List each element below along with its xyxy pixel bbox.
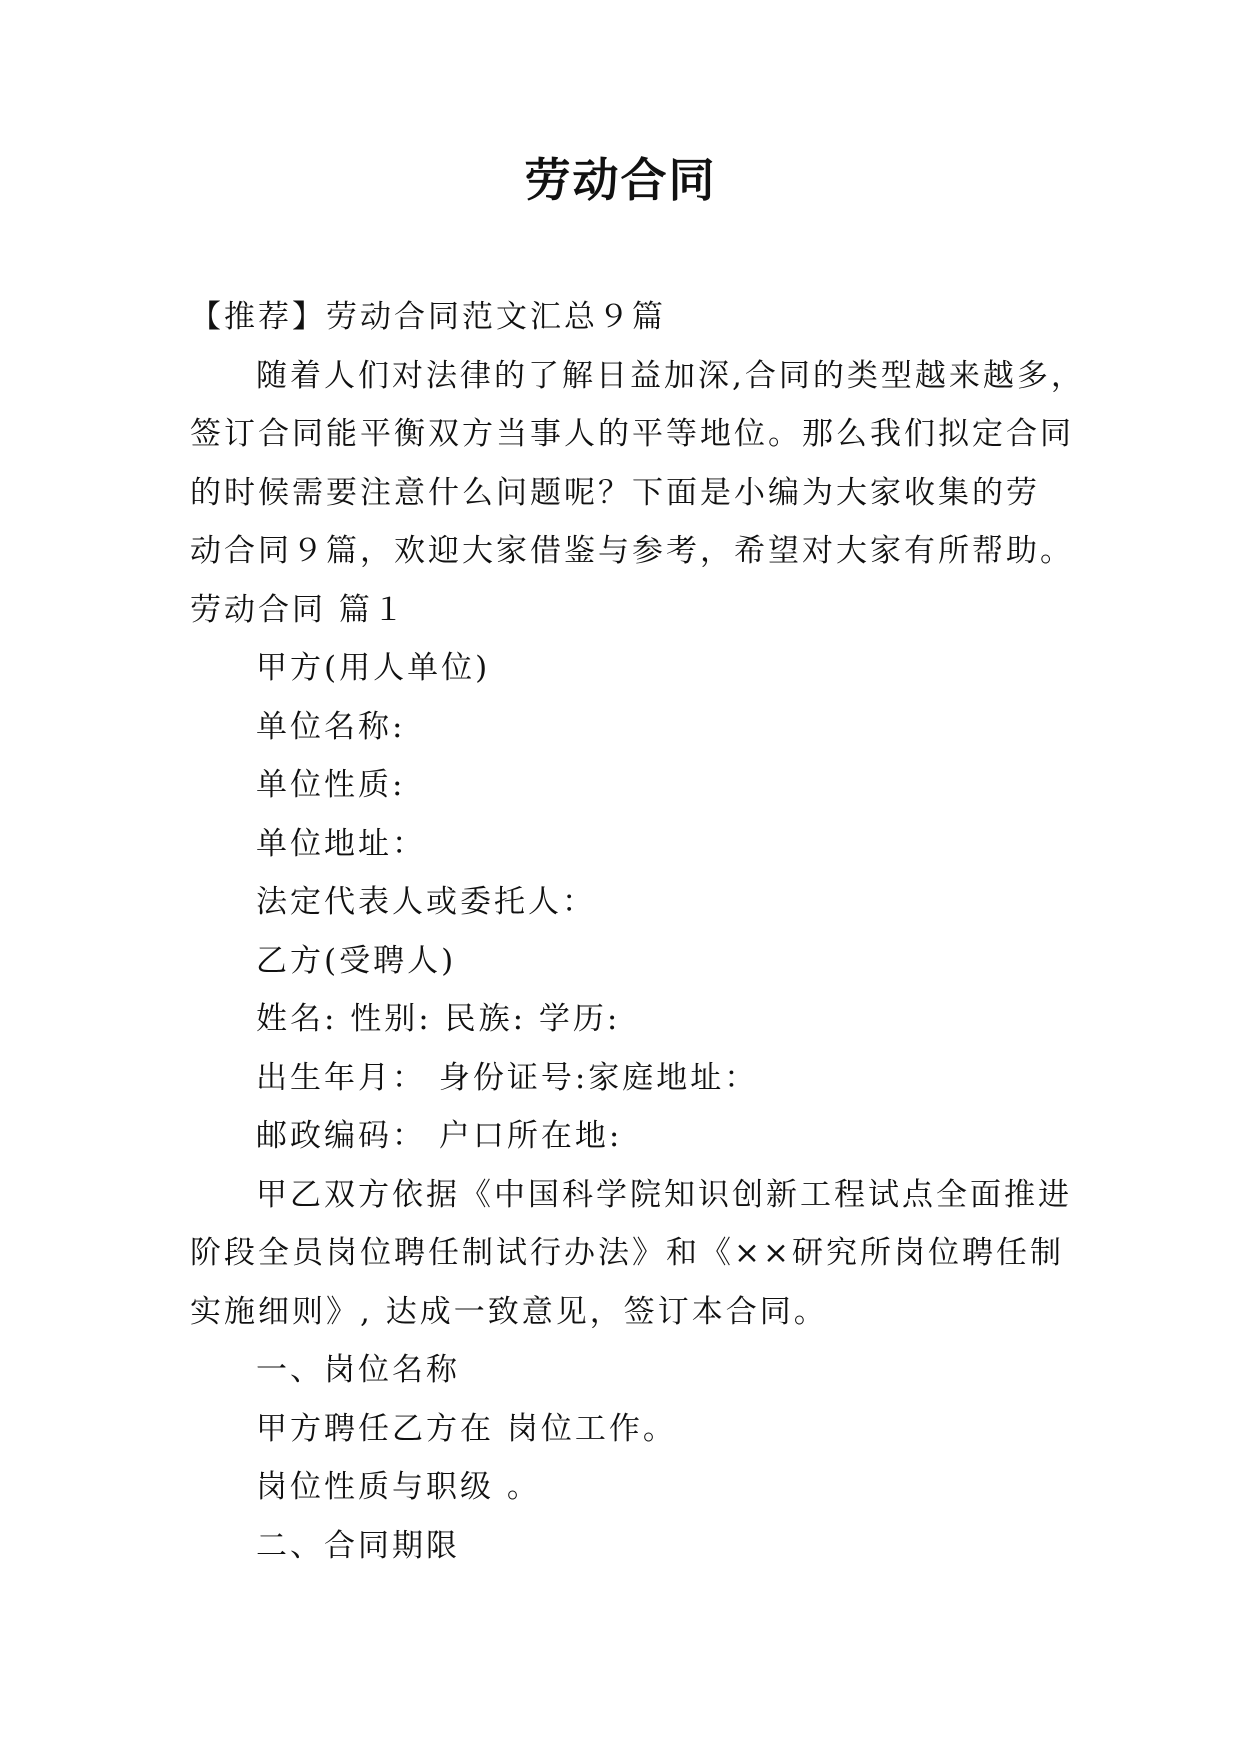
clause-text: 甲方聘任乙方在 岗位工作。: [256, 1410, 677, 1447]
clause-heading: 一、岗位名称: [256, 1352, 460, 1388]
birth-id-address-fields: 出生年月： 身份证号:家庭地址：: [256, 1059, 759, 1096]
unit-nature-field: 单位性质:: [256, 767, 406, 803]
paragraph-line: 动合同９篇，欢迎大家借鉴与参考，希望对大家有所帮助。: [190, 533, 1074, 569]
intro-heading: 【推荐】劳动合同范文汇总９篇: [190, 299, 666, 335]
document-body: [190, 288, 1085, 1575]
personal-info-fields: 姓名: 性别: 民族: 学历:: [256, 1001, 621, 1037]
paragraph-line: 随着人们对法律的了解日益加深,合同的类型越来越多，: [256, 357, 1085, 394]
agreement-paragraph-line: 阶段全员岗位聘任制试行办法》和《××研究所岗位聘任制: [190, 1235, 1064, 1271]
document-title: 劳动合同: [524, 153, 717, 207]
agreement-paragraph-line: 实施细则》, 达成一致意见，签订本合同。: [190, 1293, 828, 1330]
paragraph-line: 的时候需要注意什么问题呢？下面是小编为大家收集的劳: [190, 474, 1040, 511]
postal-household-fields: 邮政编码： 户口所在地:: [256, 1118, 623, 1154]
paragraph-line: 签订合同能平衡双方当事人的平等地位。那么我们拟定合同: [190, 416, 1074, 452]
clause-heading: 二、合同期限: [256, 1527, 460, 1564]
unit-name-field: 单位名称:: [256, 708, 406, 745]
clause-text: 岗位性质与职级 。: [256, 1469, 541, 1505]
legal-representative-field: 法定代表人或委托人：: [256, 884, 596, 920]
party-a-label: 甲方(用人单位): [256, 650, 491, 686]
agreement-paragraph-line: 甲乙双方依据《中国科学院知识创新工程试点全面推进: [256, 1176, 1072, 1213]
party-b-label: 乙方(受聘人): [256, 942, 457, 979]
section-heading: 劳动合同 篇１: [190, 591, 407, 628]
unit-address-field: 单位地址：: [256, 825, 426, 862]
